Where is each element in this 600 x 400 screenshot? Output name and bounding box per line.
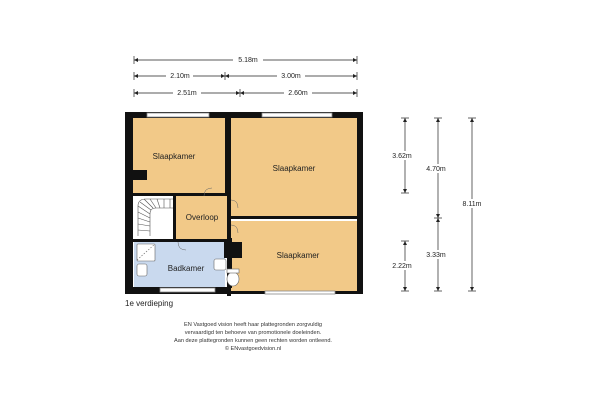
sink-icon-right xyxy=(214,259,226,270)
room-label-slaapkamer-right-bottom: Slaapkamer xyxy=(276,251,320,260)
disclaimer-line: EN Vastgoed vision heeft haar plattegronden zorgvuldig xyxy=(184,322,322,328)
dim-top-row2-left: 2.10m xyxy=(170,73,190,80)
dim-right-a-bottom: 2.22m xyxy=(392,263,412,270)
dim-top-row3-right: 2.60m xyxy=(288,90,308,97)
disclaimer-line: Aan deze plattegronden kunnen geen rechten worden ontleend. xyxy=(174,338,332,344)
sink-icon xyxy=(137,264,147,276)
room-label-badkamer: Badkamer xyxy=(167,264,205,273)
dim-top-total: 5.18m xyxy=(238,57,258,64)
dim-top-row2-right: 3.00m xyxy=(281,73,301,80)
dim-right-a-top: 3.62m xyxy=(392,153,412,160)
dim-right-b-bottom: 3.33m xyxy=(426,252,446,259)
room-label-overloop: Overloop xyxy=(185,213,219,222)
room-label-slaapkamer-left: Slaapkamer xyxy=(152,152,196,161)
floor-areas xyxy=(133,118,357,291)
toilet-icon xyxy=(227,272,239,286)
dim-right-c-total: 8.11m xyxy=(462,201,482,208)
disclaimer-line: © ENvastgoedvision.nl xyxy=(224,346,282,352)
room-label-slaapkamer-right-top: Slaapkamer xyxy=(272,164,316,173)
disclaimer xyxy=(174,322,332,352)
shower-icon xyxy=(137,244,155,261)
disclaimer-line: vervaardigd ten behoeve van promotionele doeleinden. xyxy=(184,330,322,336)
floor-label: 1e verdieping xyxy=(125,299,174,308)
dim-top-row3-left: 2.51m xyxy=(177,90,197,97)
dim-right-b-top: 4.70m xyxy=(426,166,446,173)
